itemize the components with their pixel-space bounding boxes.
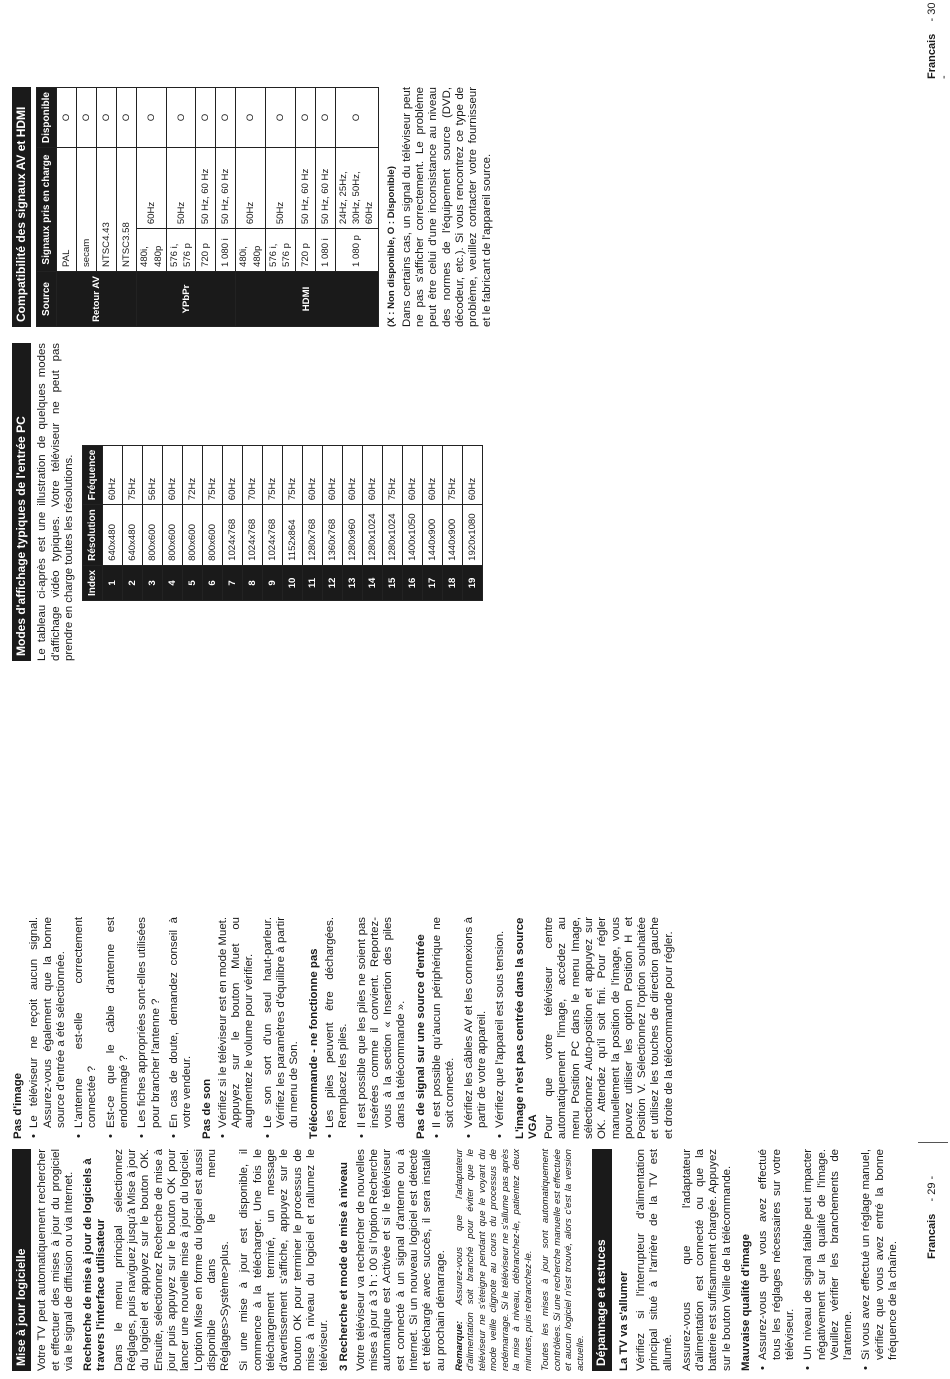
- list-item: • Il est possible qu'aucun périphérique ne soit connecté.: [431, 917, 458, 1139]
- update-menu-paragraph: Dans le menu principal sélectionnez Réglages, puis naviguez jusqu'à Mise à jour du logiciel et appuyez sur le bouton OK. Ensuite, sélectionnez Recherche de mise à jour puis appuyez sur le bouton OK pour lancer une nouvelle mise à jour du logiciel. L'option Mise en forme du logiciel est aussi disponible dans le menu Réglages>Système>plus.: [112, 1149, 232, 1371]
- column-troubleshooting: [12, 917, 682, 1139]
- signal-cell: 480i, 480p: [137, 229, 167, 272]
- resolution-cell: 1440x900: [423, 505, 443, 566]
- table-row: [223, 445, 243, 600]
- frequency-cell: 70Hz: [243, 445, 263, 505]
- column-software-update: [12, 1149, 905, 1371]
- index-cell: 11: [303, 565, 323, 600]
- header-resolution: Résolution: [83, 505, 103, 566]
- resolution-cell: 1920x1080: [463, 505, 483, 566]
- frequency-cell: 50 Hz, 60 Hz: [295, 148, 315, 229]
- note-remark-label: Remarque:: [453, 1320, 465, 1371]
- available-cell: O: [57, 88, 77, 148]
- section-title-pc-modes: Modes d'affichage typiques de l'entrée PC: [12, 343, 31, 661]
- note-remark: [454, 1149, 535, 1371]
- index-cell: 12: [323, 565, 343, 600]
- frequency-cell: 50 Hz, 60 Hz: [315, 148, 335, 229]
- footer-right-lang: Francais: [926, 33, 938, 79]
- index-cell: 8: [243, 565, 263, 600]
- adapter-paragraph: Assurez-vous que l'adaptateur d'alimentation est connecté ou que la batterie est suffisamment chargée. Appuyez sur le bouton Veille de la télécommande.: [680, 1149, 733, 1371]
- bad-picture-list: [757, 1149, 900, 1371]
- subheading-no-sound: Pas de son: [200, 1078, 213, 1139]
- no-sound-list: [217, 917, 302, 1139]
- resolution-cell: 1360x768: [323, 505, 343, 566]
- list-item: • L'antenne est-elle correctement connectée ?: [73, 917, 100, 1139]
- header-available: Disponible: [37, 88, 57, 148]
- list-item: • Le téléviseur ne reçoit aucun signal. Assurez-vous également que la bonne source d'entrée a été sélectionnée.: [28, 917, 68, 1139]
- table-row: [443, 445, 463, 600]
- list-item: • Vérifiez si le téléviseur est en mode Muet. Appuyez sur le bouton Muet ou augmentez le volume pour vérifier.: [217, 917, 257, 1139]
- index-cell: 13: [343, 565, 363, 600]
- frequency-cell: 50Hz: [166, 148, 196, 229]
- section-title-update: Mise à jour logicielle: [12, 1149, 31, 1371]
- list-item: • En cas de doute, demandez conseil à votre vendeur.: [168, 917, 195, 1139]
- header-frequency: Fréquence: [83, 445, 103, 505]
- resolution-cell: 1280x768: [303, 505, 323, 566]
- table-row: [243, 445, 263, 600]
- resolution-cell: 1152x864: [283, 505, 303, 566]
- compat-table: [36, 87, 378, 327]
- update-intro: Votre TV peut automatiquement rechercher et effectuer des mises à jour du progiciel via le signal de diffusion ou via Internet.: [36, 1149, 75, 1371]
- resolution-cell: 800x600: [163, 505, 183, 566]
- frequency-cell: 60Hz: [323, 445, 343, 505]
- signal-cell: 1 080 p: [335, 229, 378, 272]
- section-title-troubleshooting: Dépannage et astuces: [592, 1149, 611, 1371]
- footer-right: [926, 0, 950, 79]
- page-divider: [918, 1142, 948, 1143]
- header-signals: Signaux pris en charge: [37, 148, 57, 272]
- available-cell: O: [315, 88, 335, 148]
- table-row: [263, 445, 283, 600]
- source-ypbpr: YPbPr: [137, 272, 236, 327]
- table-row: [343, 445, 363, 600]
- no-signal-list: [431, 917, 507, 1139]
- subheading-no-signal: Pas de signal sur une source d'entrée: [414, 934, 427, 1139]
- footer-left: [926, 1176, 938, 1259]
- frequency-cell: 75Hz: [283, 445, 303, 505]
- frequency-cell: 60Hz: [403, 445, 423, 505]
- available-cell: O: [117, 88, 137, 148]
- resolution-cell: 800x600: [183, 505, 203, 566]
- index-cell: 6: [203, 565, 223, 600]
- update-auto-paragraph: Votre téléviseur va rechercher de nouvelles mises à jour à 3 h : 00 si l'option Recherche automatique est Activée et si le téléviseur est connecté à un signal d'antenne ou à Internet. Si un nouveau logiciel est détecté et téléchargé avec succès, il sera installé au prochain démarrage.: [354, 1149, 447, 1371]
- signal-cell: NTSC3.58: [117, 148, 137, 272]
- list-item: • Il est possible que les piles ne soient pas insérées comme il convient. Reportez-vous à la section « Insertion des piles dans la télécommande ».: [356, 917, 409, 1139]
- note-auto-check: Toutes les mises à jour sont automatiquement contrôlées. Si une recherche manuelle est effectuée et aucun logiciel n'est trouvé, alors c'est la version actuelle.: [540, 1149, 586, 1371]
- frequency-cell: 60Hz: [137, 148, 167, 229]
- list-item: • Un niveau de signal faible peut impacter négativement sur la qualité de l'image. Veuillez vérifier les branchements de l'antenne.: [802, 1149, 855, 1371]
- frequency-cell: 60Hz: [363, 445, 383, 505]
- index-cell: 2: [123, 565, 143, 600]
- resolution-cell: 1280x1024: [363, 505, 383, 566]
- available-cell: O: [77, 88, 97, 148]
- table-row: [303, 445, 323, 600]
- footer-right-page: - 30 -: [926, 2, 950, 79]
- frequency-cell: 60Hz: [163, 445, 183, 505]
- table-row: [403, 445, 423, 600]
- list-item: • Si vous avez effectué un réglage manuel, vérifiez que vous avez entré la bonne fréquence de la chaîne.: [860, 1149, 900, 1371]
- resolution-cell: 640x480: [103, 505, 123, 566]
- table-row: [123, 445, 143, 600]
- resolution-cell: 1280x1024: [383, 505, 403, 566]
- available-cell: O: [266, 88, 296, 148]
- index-cell: 19: [463, 565, 483, 600]
- frequency-cell: 75Hz: [203, 445, 223, 505]
- available-cell: O: [97, 88, 117, 148]
- index-cell: 14: [363, 565, 383, 600]
- resolution-cell: 800x600: [203, 505, 223, 566]
- subheading-tv-on: La TV va s'allumer: [617, 1271, 630, 1371]
- compat-paragraph: Dans certains cas, un signal du téléviseur peut ne pas s'afficher correctement. Le problème peut être celui d'une inconsistance au niveau des normes de l'équipement source (DVD, décodeur, etc.). Si vous rencontrez ce type de problème, veuillez contacter votre fournisseur et le fabricant de l'appareil source.: [400, 87, 493, 327]
- available-cell: O: [295, 88, 315, 148]
- list-item: • Les piles peuvent être déchargées. Remplacez les piles.: [324, 917, 351, 1139]
- vga-paragraph: Pour que votre téléviseur centre automatiquement l'image, accédez au menu Position PC dans le menu Image, sélectionnez Auto-position et appuyez sur OK. Attendez qu'il soit fini. Pour régler manuellement la position de l'image, vous pouvez utiliser les option Position H et Position V. Sélectionnez l'option souhaitée et utilisez les touches de direction gauche et droite de la télécommande pour régler.: [543, 917, 675, 1139]
- frequency-cell: 50 Hz, 60 Hz: [196, 148, 216, 229]
- list-item: • Vérifiez que l'appareil est sous tension.: [494, 917, 507, 1139]
- resolution-cell: 1280x960: [343, 505, 363, 566]
- pc-modes-body: [103, 445, 483, 600]
- subheading-ui-search: Recherche de mise à jour de logiciels à travers l'interface utilisateur: [82, 1158, 108, 1371]
- frequency-cell: 60Hz: [223, 445, 243, 505]
- frequency-cell: 60Hz: [463, 445, 483, 505]
- table-row: [103, 445, 123, 600]
- remote-list: [324, 917, 409, 1139]
- frequency-cell: 60Hz: [343, 445, 363, 505]
- signal-cell: PAL: [57, 148, 77, 272]
- signal-cell: 720 p: [295, 229, 315, 272]
- index-cell: 7: [223, 565, 243, 600]
- index-cell: 17: [423, 565, 443, 600]
- subheading-vga: L'image n'est pas centrée dans la source VGA: [513, 917, 539, 1139]
- available-cell: O: [196, 88, 216, 148]
- list-item: • Les fiches appropriées sont-elles utilisées pour brancher l'antenne ?: [136, 917, 163, 1139]
- subheading-remote: Télécommande - ne fonctionne pas: [307, 948, 320, 1139]
- available-cell: O: [166, 88, 196, 148]
- note-remark-text: Assurez-vous que l'adaptateur d'alimentation soit branché pour éviter que le téléviseur ne s'éteigne pendant que le voyant du mode veille clignote au cours du processus de redémarrage. Si le téléviseur ne s'allume pas après la mise à niveau, débranchez-le, patientez deux minutes, puis rebranchez-le.: [453, 1149, 534, 1371]
- table-row: [323, 445, 343, 600]
- column-signal-compat: [12, 87, 500, 327]
- table-row: [203, 445, 223, 600]
- table-row: [283, 445, 303, 600]
- frequency-cell: 75Hz: [383, 445, 403, 505]
- signal-cell: secam: [77, 148, 97, 272]
- signal-cell: 1 080 i: [315, 229, 335, 272]
- list-item: • Le son sort d'un seul haut-parleur. Vérifiez les paramètres d'équilibre à partir du menu de Son.: [262, 917, 302, 1139]
- section-title-compat: Compatibilité des signaux AV et HDMI: [12, 87, 31, 327]
- subheading-bad-picture: Mauvaise qualité d'image: [740, 1234, 753, 1371]
- index-cell: 9: [263, 565, 283, 600]
- source-hdmi: HDMI: [236, 272, 378, 327]
- frequency-cell: 50Hz: [266, 148, 296, 229]
- table-row: [423, 445, 443, 600]
- signal-cell: 576 i, 576 p: [166, 229, 196, 272]
- index-cell: 5: [183, 565, 203, 600]
- power-switch-paragraph: Vérifiez si l'interrupteur d'alimentation principal situé à l'arrière de la TV est allumé.: [635, 1149, 674, 1371]
- index-cell: 3: [143, 565, 163, 600]
- subheading-auto-mode: 3 Recherche et mode de mise à niveau: [337, 1162, 350, 1371]
- table-row: [137, 88, 167, 327]
- header-source: Source: [37, 272, 57, 327]
- available-cell: O: [137, 88, 167, 148]
- frequency-cell: 56Hz: [143, 445, 163, 505]
- list-item: • Assurez-vous que vous avez effectué tous les réglages nécessaires sur votre téléviseur.: [757, 1149, 797, 1371]
- table-row: [463, 445, 483, 600]
- frequency-cell: 24Hz, 25Hz, 30Hz, 50Hz, 60Hz: [335, 148, 378, 229]
- frequency-cell: 60Hz: [303, 445, 323, 505]
- index-cell: 18: [443, 565, 463, 600]
- pc-modes-intro: Le tableau ci-après est une illustration de quelques modes d'affichage vidéo typiques. Votre téléviseur ne peut pas prendre en charge toutes les résolutions.: [36, 343, 75, 661]
- source-retour-av: Retour AV: [57, 272, 137, 327]
- available-cell: O: [335, 88, 378, 148]
- resolution-cell: 1024x768: [243, 505, 263, 566]
- index-cell: 4: [163, 565, 183, 600]
- subheading-no-picture: Pas d'image: [12, 1072, 24, 1139]
- list-item: • Est-ce que le câble d'antenne est endommagé ?: [105, 917, 132, 1139]
- table-row: [383, 445, 403, 600]
- table-row: [57, 88, 77, 327]
- signal-cell: 576 i, 576 p: [266, 229, 296, 272]
- resolution-cell: 1440x900: [443, 505, 463, 566]
- no-picture-list: [28, 917, 194, 1139]
- signal-cell: 480i, 480p: [236, 229, 266, 272]
- frequency-cell: 60Hz: [236, 148, 266, 229]
- frequency-cell: 60Hz: [103, 445, 123, 505]
- update-download-paragraph: Si une mise à jour est disponible, il commence à la télécharger. Une fois le téléchargement terminé, un message d'avertissement s'affiche, appuyez sur le bouton OK pour terminer le processus de mise à niveau du logiciel et rallumez le téléviseur.: [238, 1149, 331, 1371]
- table-row: [143, 445, 163, 600]
- table-row: [363, 445, 383, 600]
- compat-legend: (X : Non disponible, O : Disponible): [385, 166, 397, 327]
- signal-cell: 1 080 i: [216, 229, 236, 272]
- available-cell: O: [236, 88, 266, 148]
- header-index: Index: [83, 565, 103, 600]
- signal-cell: 720 p: [196, 229, 216, 272]
- frequency-cell: 75Hz: [123, 445, 143, 505]
- resolution-cell: 1024x768: [263, 505, 283, 566]
- resolution-cell: 800x600: [143, 505, 163, 566]
- resolution-cell: 1400x1050: [403, 505, 423, 566]
- signal-cell: NTSC4.43: [97, 148, 117, 272]
- frequency-cell: 60Hz: [423, 445, 443, 505]
- list-item: • Vérifiez les câbles AV et les connexions à partir de votre appareil.: [463, 917, 490, 1139]
- footer-left-page: - 29 -: [926, 1175, 938, 1202]
- table-row: [183, 445, 203, 600]
- index-cell: 10: [283, 565, 303, 600]
- table-row: [163, 445, 183, 600]
- table-row: [236, 88, 266, 327]
- frequency-cell: 75Hz: [263, 445, 283, 505]
- available-cell: O: [216, 88, 236, 148]
- frequency-cell: 75Hz: [443, 445, 463, 505]
- frequency-cell: 50 Hz, 60 Hz: [216, 148, 236, 229]
- resolution-cell: 1024x768: [223, 505, 243, 566]
- column-pc-modes: [12, 343, 483, 661]
- pc-modes-table: [82, 445, 483, 601]
- resolution-cell: 640x480: [123, 505, 143, 566]
- index-cell: 15: [383, 565, 403, 600]
- frequency-cell: 72Hz: [183, 445, 203, 505]
- footer-left-lang: Francais: [926, 1213, 938, 1259]
- index-cell: 1: [103, 565, 123, 600]
- compat-body: [57, 88, 378, 327]
- index-cell: 16: [403, 565, 423, 600]
